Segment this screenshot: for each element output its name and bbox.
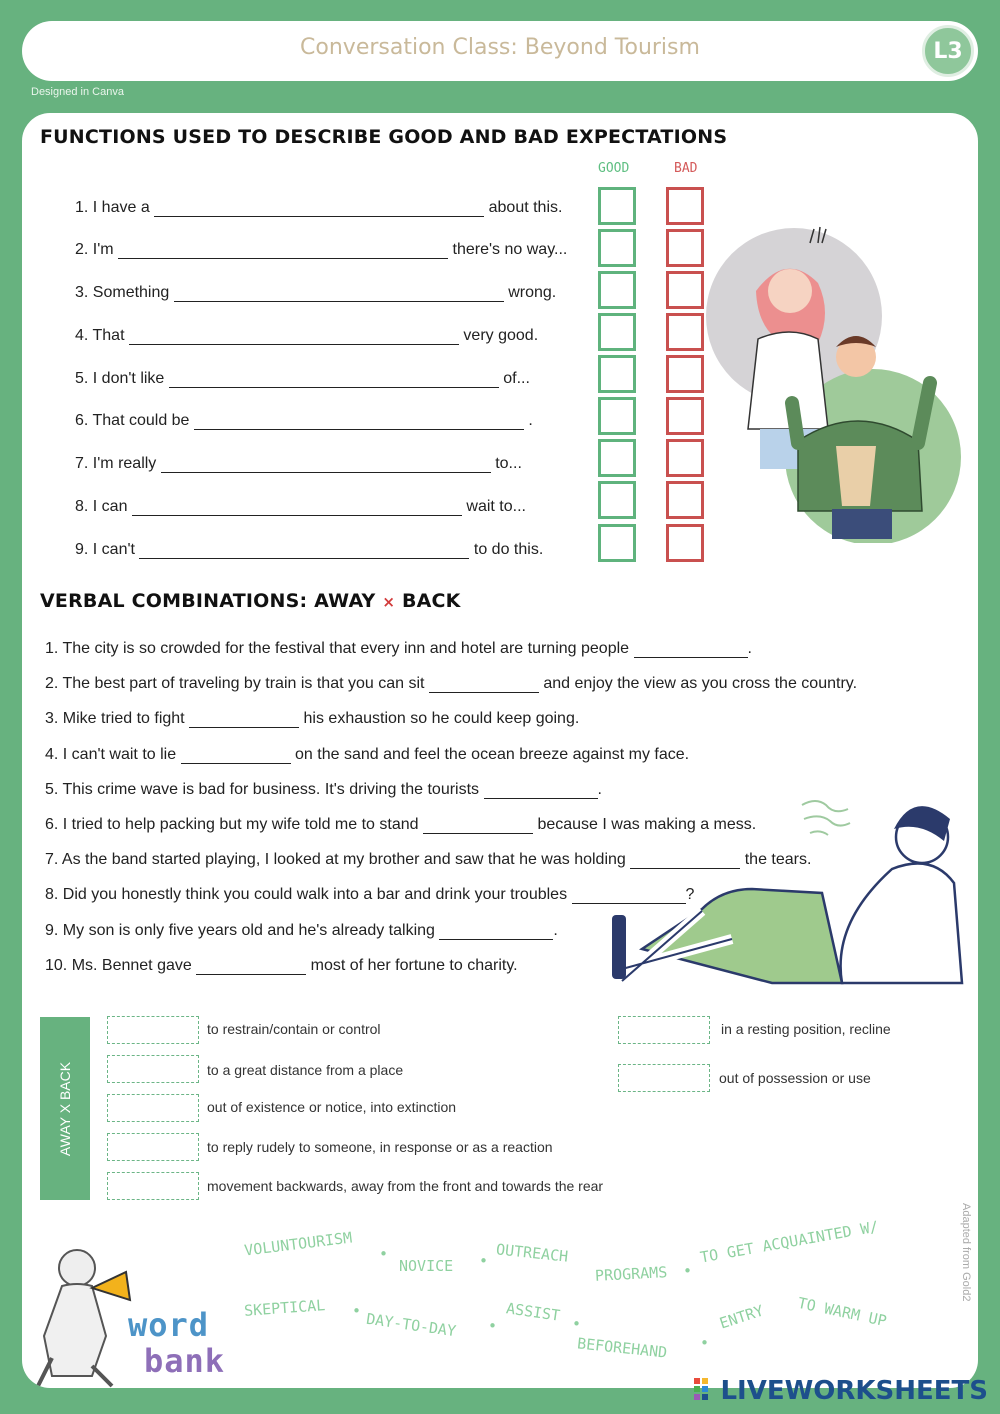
expectation-item: 6. That could be . <box>75 412 533 429</box>
answer-blank[interactable] <box>169 374 499 388</box>
answer-blank[interactable] <box>194 416 524 430</box>
answer-blank[interactable] <box>439 926 553 940</box>
definition-answer-box[interactable] <box>107 1172 199 1200</box>
header-bar <box>22 21 978 81</box>
word-bank-word: BEFOREHAND <box>576 1334 669 1362</box>
answer-blank[interactable] <box>132 502 462 516</box>
good-column-label: GOOD <box>598 161 630 176</box>
megaphone-figure-icon <box>22 1248 142 1388</box>
bad-checkbox[interactable] <box>666 187 704 225</box>
good-checkbox[interactable] <box>598 271 636 309</box>
bad-column-label: BAD <box>674 161 698 176</box>
word-bank-word: ASSIST <box>505 1299 562 1325</box>
word-bank-dot: • <box>488 1317 498 1335</box>
word-bank-label-bank: bank <box>144 1342 226 1380</box>
level-badge: L3 <box>922 25 974 77</box>
answer-blank[interactable] <box>484 785 598 799</box>
answer-blank[interactable] <box>154 203 484 217</box>
expectation-item: 1. I have a about this. <box>75 199 563 216</box>
definition-answer-box[interactable] <box>107 1055 199 1083</box>
word-bank-word: TO WARM UP <box>796 1293 889 1331</box>
answer-blank[interactable] <box>161 459 491 473</box>
combination-item: 4. I can't wait to lie on the sand and feel the ocean breeze against my face. <box>45 746 690 763</box>
expectation-item: 8. I can wait to... <box>75 498 526 515</box>
combination-item: 2. The best part of traveling by train is that you can sit and enjoy the view as you cross the country. <box>45 675 858 692</box>
combination-item: 6. I tried to help packing but my wife told me to stand because I was making a mess. <box>45 816 757 833</box>
expectation-item: 3. Something wrong. <box>75 284 557 301</box>
word-bank-dot: • <box>352 1302 362 1320</box>
answer-blank[interactable] <box>181 750 291 764</box>
combination-item: 7. As the band started playing, I looked at my brother and saw that he was holding the tears. <box>45 851 812 868</box>
good-checkbox[interactable] <box>598 397 636 435</box>
page-title: Conversation Class: Beyond Tourism <box>300 35 700 60</box>
expectation-item: 5. I don't like of... <box>75 370 530 387</box>
word-bank-word: DAY-TO-DAY <box>365 1309 458 1341</box>
combination-item: 9. My son is only five years old and he's already talking . <box>45 922 558 939</box>
combination-item: 10. Ms. Bennet gave most of her fortune to charity. <box>45 957 518 974</box>
word-bank-word: SKEPTICAL <box>243 1296 326 1320</box>
answer-blank[interactable] <box>429 679 539 693</box>
combination-item: 5. This crime wave is bad for business. It's driving the tourists . <box>45 781 602 798</box>
word-bank-word: ENTRY <box>717 1301 766 1333</box>
word-bank-word: VOLUNTOURISM <box>243 1228 354 1260</box>
expectation-item: 7. I'm really to... <box>75 455 522 472</box>
definition-text: to restrain/contain or control <box>207 1021 381 1037</box>
definition-answer-box[interactable] <box>107 1133 199 1161</box>
definition-answer-box[interactable] <box>107 1016 199 1044</box>
combination-item: 3. Mike tried to fight his exhaustion so he could keep going. <box>45 710 580 727</box>
answer-blank[interactable] <box>129 331 459 345</box>
cross-icon: × <box>382 593 396 611</box>
definition-text: in a resting position, recline <box>721 1021 891 1037</box>
good-checkbox[interactable] <box>598 313 636 351</box>
good-checkbox[interactable] <box>598 187 636 225</box>
answer-blank[interactable] <box>189 714 299 728</box>
word-bank-word: NOVICE <box>399 1257 454 1275</box>
adapted-note: Adapted from Gold2 <box>960 1203 972 1302</box>
canva-note: Designed in Canva <box>31 86 124 98</box>
definition-text: out of existence or notice, into extinction <box>207 1099 457 1115</box>
combination-item: 1. The city is so crowded for the festival that every inn and hotel are turning people . <box>45 640 752 657</box>
expectations-illustration <box>686 221 976 543</box>
word-bank-word: PROGRAMS <box>594 1263 668 1285</box>
liveworksheets-mark-icon <box>694 1378 716 1402</box>
section1-heading: FUNCTIONS USED TO DESCRIBE GOOD AND BAD EXPECTATIONS <box>40 126 728 148</box>
definition-answer-box[interactable] <box>107 1094 199 1122</box>
answer-blank[interactable] <box>118 245 448 259</box>
good-checkbox[interactable] <box>598 481 636 519</box>
good-checkbox[interactable] <box>598 439 636 477</box>
expectation-item: 9. I can't to do this. <box>75 541 544 558</box>
good-checkbox[interactable] <box>598 229 636 267</box>
word-bank-dot: • <box>683 1262 693 1280</box>
word-bank-label-word: word <box>128 1306 210 1344</box>
definition-text: out of possession or use <box>719 1070 871 1086</box>
definition-text: to a great distance from a place <box>207 1062 404 1078</box>
word-bank-dot: • <box>700 1334 710 1352</box>
word-bank-word: TO GET ACQUAINTED W/ <box>698 1217 880 1267</box>
definition-text: movement backwards, away from the front and towards the rear <box>207 1178 604 1194</box>
word-bank-dot: • <box>479 1252 489 1270</box>
answer-blank[interactable] <box>634 644 748 658</box>
answer-blank[interactable] <box>196 961 306 975</box>
definition-answer-box[interactable] <box>618 1016 710 1044</box>
expectation-item: 4. That very good. <box>75 327 539 344</box>
definitions-side-label: AWAY X BACK <box>40 1017 90 1200</box>
expectation-item: 2. I'm there's no way... <box>75 241 568 258</box>
word-bank-dot: • <box>379 1245 389 1263</box>
word-bank-dot: • <box>572 1315 582 1333</box>
section2-heading: VERBAL COMBINATIONS: AWAY × BACK <box>40 590 461 612</box>
liveworksheets-logo: LIVEWORKSHEETS <box>694 1376 988 1406</box>
definition-text: to reply rudely to someone, in response or as a reaction <box>207 1139 553 1155</box>
worksheet-panel <box>22 113 978 1388</box>
word-bank-word: OUTREACH <box>495 1240 569 1266</box>
answer-blank[interactable] <box>174 288 504 302</box>
answer-blank[interactable] <box>139 545 469 559</box>
relaxing-man-illustration <box>592 789 964 987</box>
good-checkbox[interactable] <box>598 355 636 393</box>
combination-item: 8. Did you honestly think you could walk into a bar and drink your troubles ? <box>45 886 695 903</box>
good-checkbox[interactable] <box>598 524 636 562</box>
answer-blank[interactable] <box>423 820 533 834</box>
definition-answer-box[interactable] <box>618 1064 710 1092</box>
